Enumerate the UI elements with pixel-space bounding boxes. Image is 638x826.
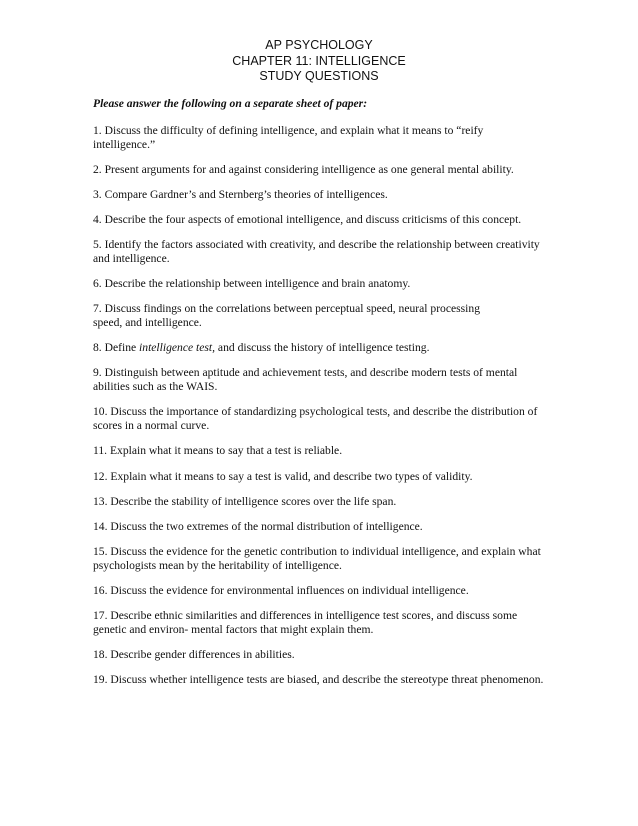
chapter-title: CHAPTER 11: INTELLIGENCE — [232, 53, 406, 68]
course-title: AP PSYCHOLOGY — [265, 38, 373, 52]
question-line: psychologists mean by the heritability of intelligence. — [93, 558, 342, 572]
section-title: STUDY QUESTIONS — [259, 69, 379, 83]
question-item — [93, 545, 553, 573]
question-item — [93, 341, 553, 355]
question-line: 16. Discuss the evidence for environmental influences on individual intelligence. — [93, 583, 469, 597]
question-item — [93, 277, 553, 291]
question-suffix: and discuss the history of intelligence testing. — [215, 341, 430, 355]
question-line: 3. Compare Gardner’s and Sternberg’s theories of intelligences. — [93, 188, 388, 202]
question-line: abilities such as the WAIS. — [93, 380, 218, 394]
question-item — [93, 405, 553, 433]
question-item — [93, 673, 553, 687]
question-line: 6. Describe the relationship between intelligence and brain anatomy. — [93, 277, 411, 291]
question-list — [93, 124, 553, 698]
question-line: 9. Distinguish between aptitude and achievement tests, and describe modern tests of mental — [93, 366, 518, 380]
instruction-text: Please answer the following on a separate sheet of paper: — [93, 97, 368, 110]
question-item — [93, 366, 553, 394]
question-item — [93, 163, 553, 177]
question-item — [93, 609, 553, 637]
question-item — [93, 444, 553, 458]
question-line: 15. Discuss the evidence for the genetic contribution to individual intelligence, and explain what — [93, 544, 541, 558]
italic-term: intelligence test, — [139, 341, 216, 355]
question-line: 19. Discuss whether intelligence tests are biased, and describe the stereotype threat phenomenon. — [93, 673, 544, 687]
question-line: 11. Explain what it means to say that a test is reliable. — [93, 444, 343, 458]
question-item — [93, 188, 553, 202]
question-line: 18. Describe gender differences in abilities. — [93, 647, 295, 661]
document-header — [0, 38, 638, 85]
question-line: 4. Describe the four aspects of emotional intelligence, and discuss criticisms of this concept. — [93, 213, 522, 227]
question-item — [93, 213, 553, 227]
question-item — [93, 648, 553, 662]
question-item — [93, 520, 553, 534]
question-line — [93, 341, 553, 355]
question-line: 12. Explain what it means to say a test is valid, and describe two types of validity. — [93, 469, 473, 483]
question-line: genetic and environ- mental factors that might explain them. — [93, 622, 374, 636]
question-line: 13. Describe the stability of intelligence scores over the life span. — [93, 494, 397, 508]
question-line: 2. Present arguments for and against considering intelligence as one general mental ability. — [93, 163, 514, 176]
question-item — [93, 124, 553, 152]
question-line: 7. Discuss findings on the correlations between perceptual speed, neural processing — [93, 302, 480, 316]
question-item — [93, 495, 553, 509]
question-line: scores in a normal curve. — [93, 419, 210, 433]
question-line: 10. Discuss the importance of standardizing psychological tests, and describe the distribution of — [93, 405, 538, 419]
question-item — [93, 238, 553, 266]
question-line: 1. Discuss the difficulty of defining intelligence, and explain what it means to “reify — [93, 124, 484, 137]
question-item — [93, 302, 553, 330]
question-item — [93, 470, 553, 484]
question-line: 5. Identify the factors associated with creativity, and describe the relationship between creativity — [93, 238, 540, 252]
question-line: intelligence.” — [93, 137, 156, 151]
question-prefix: 8. Define — [93, 341, 140, 355]
question-line: 17. Describe ethnic similarities and differences in intelligence test scores, and discuss some — [93, 608, 518, 622]
question-line: 14. Discuss the two extremes of the normal distribution of intelligence. — [93, 519, 423, 533]
question-line: and intelligence. — [93, 252, 170, 266]
question-line: speed, and intelligence. — [93, 316, 202, 330]
question-item — [93, 584, 553, 598]
